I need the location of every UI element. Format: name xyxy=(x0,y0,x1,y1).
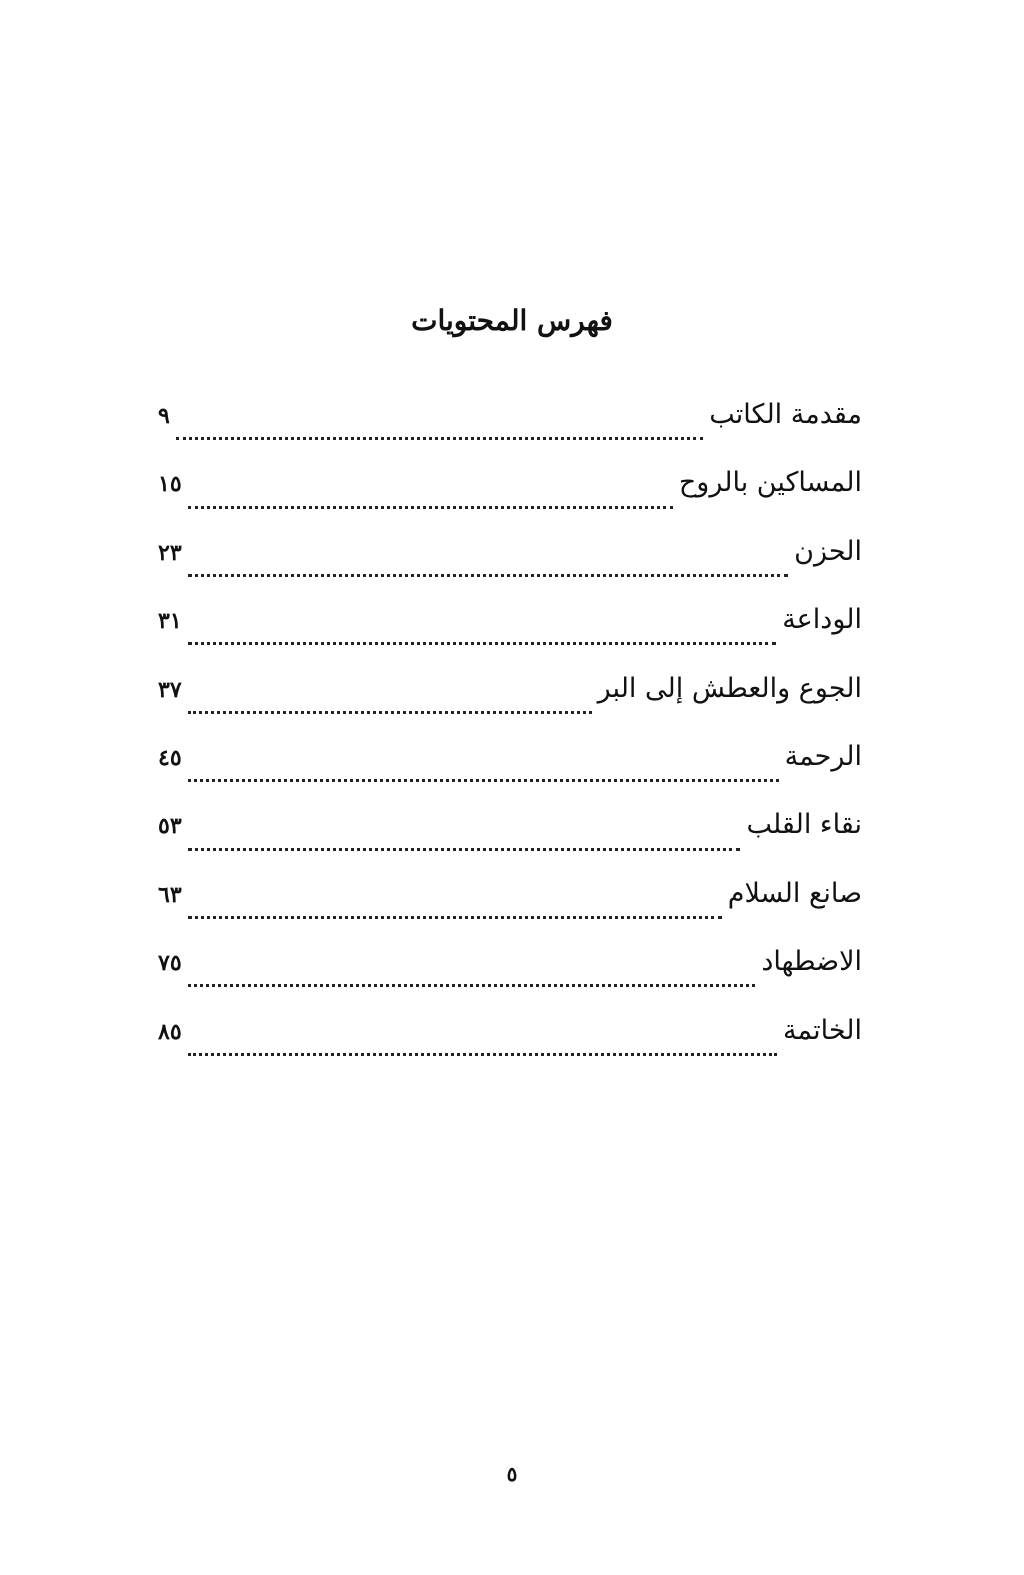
toc-entry xyxy=(158,598,862,666)
toc-entry-page: ٤٥ xyxy=(158,744,182,771)
toc-entry-title: الوداعة xyxy=(782,604,862,636)
toc-entry-page: ٩ xyxy=(158,403,170,429)
dot-leader xyxy=(188,766,779,786)
toc-entry-page: ٣٧ xyxy=(158,676,182,703)
toc-entry-title: الرحمة xyxy=(784,740,862,772)
table-of-contents xyxy=(158,393,862,1077)
dot-leader xyxy=(188,698,592,718)
toc-entry-page: ٢٣ xyxy=(158,539,182,566)
dot-leader xyxy=(188,903,722,923)
toc-entry-title: الخاتمة xyxy=(783,1014,862,1046)
toc-entry-page: ٥٣ xyxy=(158,813,182,840)
dot-leader xyxy=(188,561,788,581)
toc-entry xyxy=(158,393,862,461)
dot-leader xyxy=(188,493,673,513)
toc-entry xyxy=(158,530,862,598)
toc-entry xyxy=(158,1009,862,1077)
toc-entry-title: المساكين بالروح xyxy=(678,467,862,499)
dot-leader xyxy=(188,629,777,649)
toc-entry-title: مقدمة الكاتب xyxy=(709,399,862,430)
toc-entry-page: ٦٣ xyxy=(158,881,182,908)
toc-entry-title: صانع السلام xyxy=(727,877,862,909)
toc-entry xyxy=(158,940,862,1008)
toc-entry-title: الاضطهاد xyxy=(761,946,862,978)
dot-leader xyxy=(188,835,741,855)
page-number: ٥ xyxy=(506,1462,518,1486)
toc-entry xyxy=(158,803,862,871)
dot-leader xyxy=(188,971,756,991)
toc-entry-page: ٨٥ xyxy=(158,1018,182,1045)
toc-entry-title: الجوع والعطش إلى البر xyxy=(597,672,862,704)
toc-entry xyxy=(158,735,862,803)
toc-entry-page: ٧٥ xyxy=(158,950,182,977)
toc-entry-title: نقاء القلب xyxy=(746,809,862,841)
page-title: فهرس المحتويات xyxy=(411,304,613,337)
toc-entry-title: الحزن xyxy=(794,535,862,567)
dot-leader xyxy=(176,424,703,444)
toc-entry xyxy=(158,667,862,735)
toc-entry xyxy=(158,872,862,940)
toc-entry-page: ١٥ xyxy=(158,471,182,498)
dot-leader xyxy=(188,1040,777,1060)
toc-entry-page: ٣١ xyxy=(158,608,182,635)
toc-entry xyxy=(158,461,862,529)
